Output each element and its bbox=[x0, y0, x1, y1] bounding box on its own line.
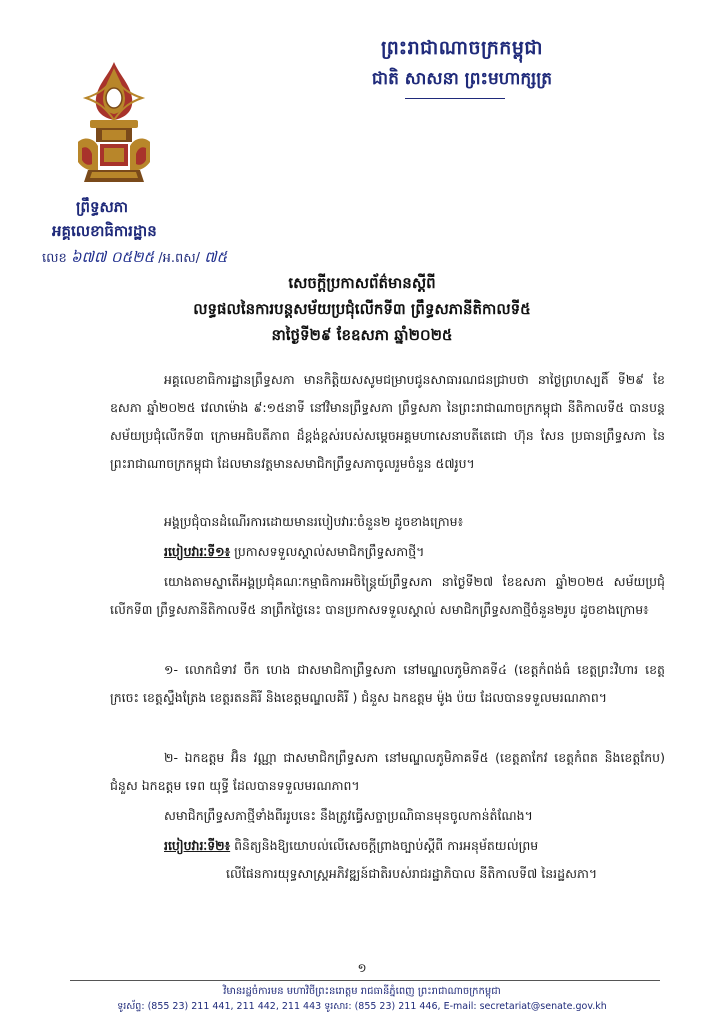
page-number: ១ bbox=[357, 961, 367, 975]
footer-divider bbox=[70, 980, 660, 981]
agenda-item-1-label: របៀបវារៈទី១៖ bbox=[164, 544, 231, 559]
phone-numbers: (855 23) 211 441, 211 442, 211 443 bbox=[147, 1001, 322, 1012]
agenda-item-2 bbox=[164, 832, 664, 888]
senate-emblem-icon bbox=[58, 58, 170, 188]
kingdom-heading: ព្រះរាជាណាចក្រកម្ពុជា bbox=[381, 37, 543, 59]
agenda-paragraph: អង្គប្រជុំបានដំណើរការដោយមានរបៀបវារៈចំនួន២ ដូចខាងក្រោម៖ bbox=[164, 514, 464, 529]
agenda-item-2-label: របៀបវារៈទី២៖ bbox=[164, 838, 231, 853]
intro-paragraph: អគ្គលេខាធិការដ្ឋានព្រឹទ្ធសភា មានកិត្តិយសសូមជម្រាបជូនសាធារណជនជ្រាបថា នាថ្ងៃព្រហស្បតិ៍ ទី២៩ ខែឧសភា ឆ្នាំ២០២៥ វេលាម៉ោង ៩:១៥នាទី នៅវិមានព្រឹទ្ធសភា ព្រឹទ្ធសភា នៃព្រះរាជាណាចក្រកម្ពុជា នីតិកាលទី៥ បានបន្តសម័យប្រជុំលើកទី៣ ក្រោមអធិបតីភាព ដ៏ខ្ពង់ខ្ពស់របស់សម្តេចអគ្គមហាសេនាបតីតេជោ ហ៊ុន សែន ប្រធានព្រឹទ្ធសភា នៃព្រះរាជាណាចក្រកម្ពុជា ដែលមានវត្តមានសមាជិកព្រឹទ្ធសភាចូលរួមចំនួន ៥៧រូប។ bbox=[110, 372, 665, 471]
reference-mid: /អ.ពស/ bbox=[158, 251, 201, 266]
new-member-1: ១- លោកជំទាវ ចឹក ហេង ជាសមាជិកាព្រឹទ្ធសភា នៅមណ្ឌលភូមិភាគទី៤ (ខេត្តកំពង់ធំ ខេត្តព្រះវិហារ ខេត្តក្រចេះ ខេត្តស្ទឹងត្រែង ខេត្តរតនគិរី និងខេត្តមណ្ឌលគិរី ) ជំនួស ឯកឧត្តម ម៉ូង ប៉យ ដែលបានទទួលមរណភាព។ bbox=[110, 662, 665, 705]
oath-paragraph: សមាជិកព្រឹទ្ធសភាថ្មីទាំងពីររូបនេះ នឹងត្រូវធ្វើសច្ចាប្រណិធានមុនចូលកាន់តំណែង។ bbox=[164, 808, 533, 823]
reference-number bbox=[42, 248, 227, 270]
agenda-item-1 bbox=[164, 538, 424, 566]
national-motto: ជាតិ សាសនា ព្រះមហាក្សត្រ bbox=[371, 69, 553, 89]
agenda-item-2-line-2: លើផែនការយុទ្ធសាស្ត្រអភិវឌ្ឍន៍ជាតិរបស់រាជរដ្ឋាភិបាល នីតិកាលទី៧ នៃរដ្ឋសភា។ bbox=[226, 866, 598, 881]
basis-paragraph: យោងតាមស្នាតើអង្គប្រជុំគណៈកម្មាធិការអចិន្ត្រៃយ៍ព្រឹទ្ធសភា នាថ្ងៃទី២៧ ខែឧសភា ឆ្នាំ២០២៥ សម័យប្រជុំលើកទី៣ ព្រឹទ្ធសភានីតិកាលទី៥ នាព្រឹកថ្ងៃនេះ បានប្រកាសទទួលស្គាល់ សមាជិកព្រឹទ្ធសភាថ្មីចំនួន២រូប ដូចខាងក្រោម៖ bbox=[110, 574, 665, 617]
email-address: E-mail: secretariat@senate.gov.kh bbox=[443, 1001, 607, 1012]
reference-prefix: លេខ bbox=[42, 251, 67, 266]
document-title-line-3: នាថ្ងៃទី២៩ ខែឧសភា ឆ្នាំ២០២៥ bbox=[271, 326, 453, 344]
document-title-line-2: លទ្ធផលនៃការបន្តសម័យប្រជុំលើកទី៣ ព្រឹទ្ធសភានីតិកាលទី៥ bbox=[193, 300, 531, 318]
document-title-line-1: សេចក្តីប្រកាសព័ត៌មានស្តីពី bbox=[288, 274, 436, 292]
issuer-secretariat: អគ្គលេខាធិការដ្ឋាន bbox=[52, 222, 157, 240]
issuer-senate: ព្រឹទ្ធសភា bbox=[76, 198, 129, 216]
agenda-item-2-line-1: ពិនិត្យនិងឱ្យយោបល់លើសេចក្តីព្រាងច្បាប់ស្តីពី ការអនុម័តយល់ព្រម bbox=[234, 838, 539, 853]
fax-label: ទូរសារ: bbox=[324, 1001, 352, 1012]
new-member-2: ២- ឯកឧត្តម អ៊ិន វណ្ណា ជាសមាជិកព្រឹទ្ធសភា នៅមណ្ឌលភូមិភាគទី៥ (ខេត្តតាកែវ ខេត្តកំពត និងខេត្តកែប) ជំនួស ឯកឧត្តម ទេព យុទ្ធី ដែលបានទទួលមរណភាព។ bbox=[110, 750, 665, 793]
reference-handwritten-suffix: ៧៥ bbox=[204, 248, 228, 266]
footer-contact bbox=[0, 1000, 724, 1014]
fax-number: (855 23) 211 446, bbox=[354, 1001, 441, 1012]
agenda-item-1-text: ប្រកាសទទួលស្គាល់សមាជិកព្រឹទ្ធសភាថ្មី។ bbox=[234, 544, 425, 559]
motto-divider bbox=[405, 98, 505, 99]
reference-handwritten-number: ៦៧៧ ០៥២៥ bbox=[70, 248, 155, 266]
phone-label: ទូរស័ព្ទ: bbox=[117, 1001, 145, 1012]
footer-address: វិមានរដ្ឋចំការមន មហាវិថីព្រះនរោត្តម រាជធានីភ្នំពេញ ព្រះរាជាណាចក្រកម្ពុជា bbox=[223, 986, 501, 997]
